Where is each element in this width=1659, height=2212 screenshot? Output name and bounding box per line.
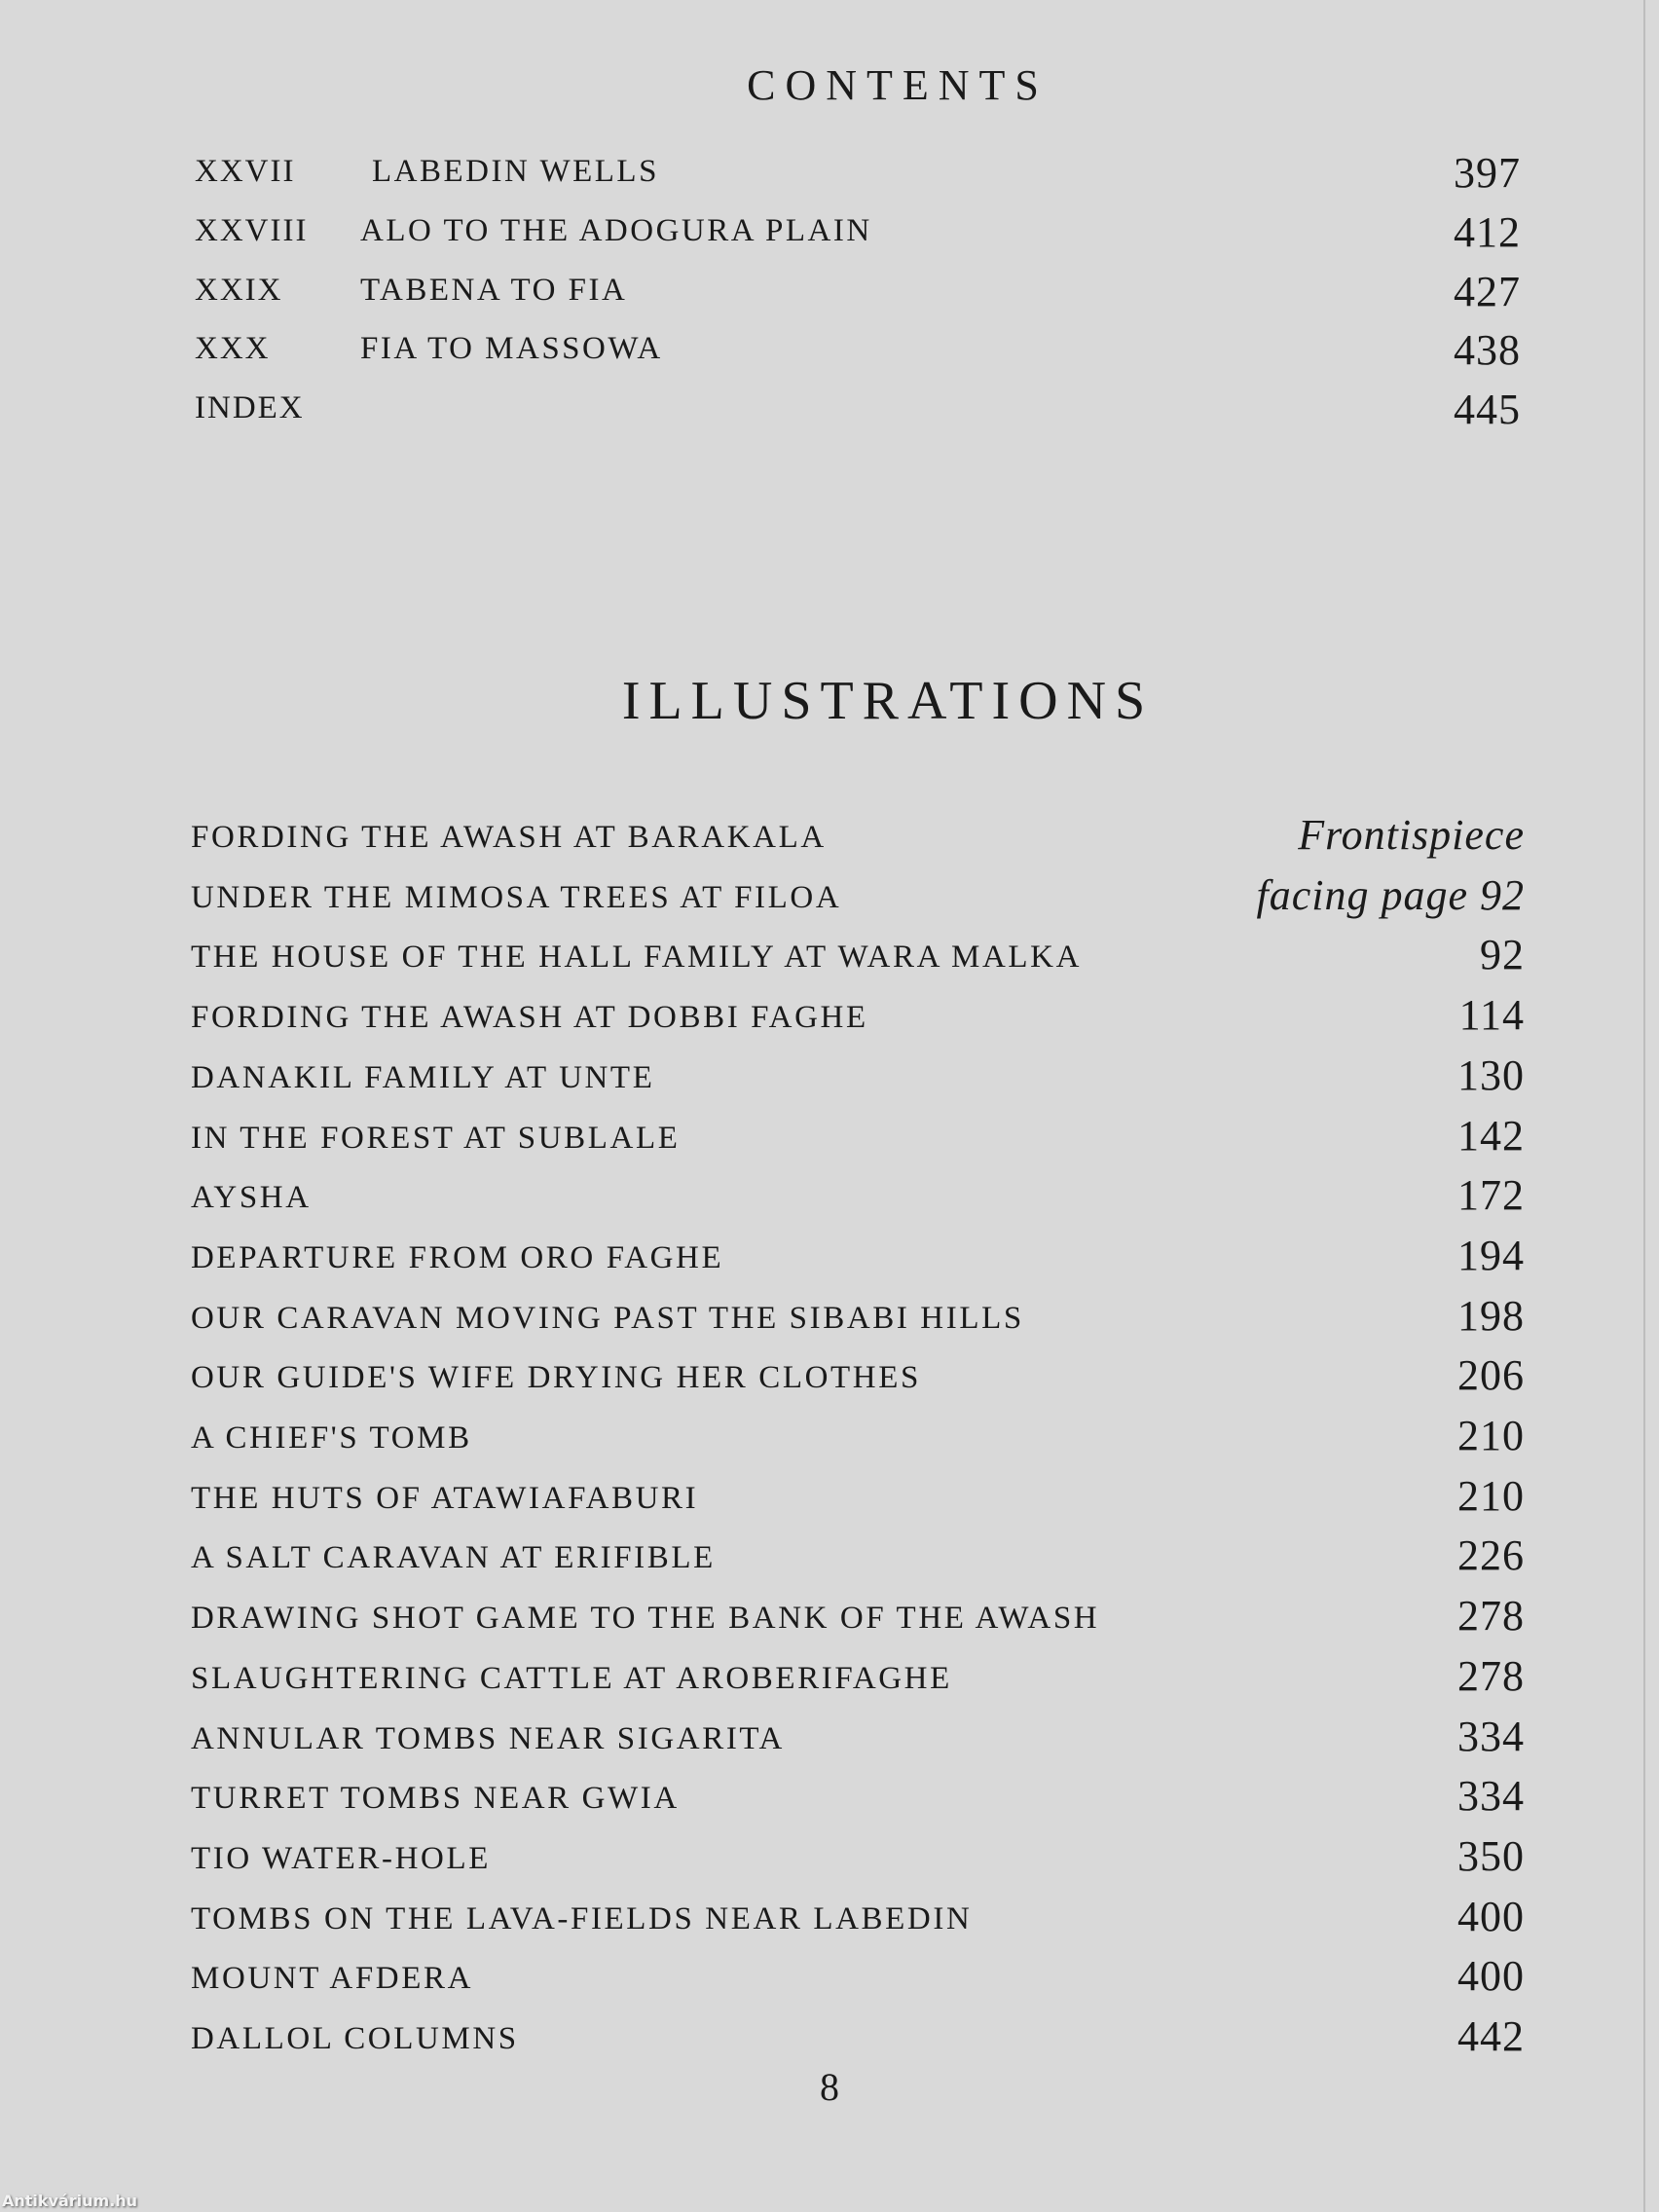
illustration-title: AYSHA [191, 1180, 312, 1216]
illustration-entry [0, 1291, 1659, 1355]
chapter-title: FIA TO MASSOWA [360, 331, 663, 367]
illustration-title: UNDER THE MIMOSA TREES AT FILOA [191, 879, 842, 915]
page-reference: 278 [1457, 1651, 1525, 1700]
illustration-entry [0, 1772, 1659, 1835]
page-reference: 442 [1457, 2012, 1525, 2060]
chapter-number: XXX [195, 331, 271, 367]
illustration-title: IN THE FOREST AT SUBLALE [191, 1120, 681, 1156]
illustration-title: TOMBS ON THE LAVA-FIELDS NEAR LABEDIN [191, 1900, 973, 1936]
illustration-entry [0, 1111, 1659, 1175]
illustration-entry [0, 1471, 1659, 1535]
illustrations-heading: ILLUSTRATIONS [621, 671, 1155, 731]
page-reference: 210 [1457, 1412, 1525, 1459]
illustration-title: MOUNT AFDERA [191, 1961, 474, 1997]
page-reference: 445 [1454, 386, 1521, 434]
page-reference: 114 [1458, 991, 1525, 1040]
contents-entry [0, 326, 1659, 386]
contents-entry [0, 267, 1659, 327]
contents-heading: CONTENTS [747, 61, 1049, 109]
illustration-title: TIO WATER-HOLE [191, 1840, 491, 1876]
illustration-title: TURRET TOMBS NEAR GWIA [191, 1781, 680, 1817]
illustration-title: DRAWING SHOT GAME TO THE BANK OF THE AWASH [191, 1601, 1100, 1637]
chapter-title: TABENA TO FIA [360, 272, 628, 308]
illustration-entry [0, 991, 1659, 1054]
page-reference: 400 [1457, 1892, 1525, 1940]
illustration-entry [0, 1051, 1659, 1115]
illustration-title: SLAUGHTERING CATTLE AT AROBERIFAGHE [191, 1660, 952, 1696]
illustration-entry [0, 1531, 1659, 1595]
chapter-number: XXVII [195, 154, 296, 189]
page-reference: 412 [1454, 207, 1521, 256]
illustration-title: THE HOUSE OF THE HALL FAMILY AT WARA MALKA [191, 940, 1083, 976]
illustration-entry [0, 870, 1659, 935]
illustration-entry [0, 1892, 1659, 1956]
illustration-entry [0, 931, 1659, 994]
page-reference: 226 [1457, 1531, 1525, 1580]
illustration-entry [0, 1412, 1659, 1475]
illustration-title: A CHIEF'S TOMB [191, 1420, 472, 1456]
page-reference: 278 [1457, 1592, 1525, 1641]
illustration-entry [0, 1952, 1659, 2015]
page-number: 8 [820, 2065, 839, 2109]
chapter-title: ALO TO THE ADOGURA PLAIN [360, 212, 872, 248]
illustration-entry [0, 1592, 1659, 1655]
watermark: Antikvárium.hu [2, 2192, 138, 2210]
page-reference: 438 [1454, 326, 1521, 375]
illustration-title: THE HUTS OF ATAWIAFABURI [191, 1480, 699, 1516]
page-reference: 397 [1454, 149, 1521, 197]
page-reference: 210 [1457, 1471, 1525, 1520]
page-reference: 400 [1457, 1952, 1525, 2001]
illustration-entry [0, 1351, 1659, 1415]
illustration-entry [0, 1651, 1659, 1715]
page-reference: 427 [1454, 267, 1521, 315]
page-reference: 198 [1457, 1291, 1525, 1340]
page-reference: 194 [1457, 1231, 1525, 1279]
chapter-number: XXIX [195, 272, 283, 308]
page-reference: 334 [1457, 1712, 1525, 1760]
illustration-title: DANAKIL FAMILY AT UNTE [191, 1059, 655, 1095]
illustration-title: OUR GUIDE'S WIFE DRYING HER CLOTHES [191, 1360, 921, 1396]
page-reference: 172 [1457, 1171, 1525, 1220]
illustration-entry [0, 811, 1659, 874]
contents-entry [0, 207, 1659, 268]
page-reference: 92 [1480, 931, 1525, 979]
illustration-title: FORDING THE AWASH AT DOBBI FAGHE [191, 1000, 868, 1036]
illustration-title: DEPARTURE FROM ORO FAGHE [191, 1239, 724, 1275]
illustration-entry [0, 1831, 1659, 1896]
contents-entry [0, 386, 1659, 445]
illustration-title: ANNULAR TOMBS NEAR SIGARITA [191, 1720, 785, 1756]
page-reference: 142 [1457, 1111, 1525, 1160]
illustration-title: A SALT CARAVAN AT ERIFIBLE [191, 1540, 716, 1576]
chapter-title: LABEDIN WELLS [372, 154, 659, 189]
chapter-number: INDEX [195, 390, 305, 426]
contents-entry [0, 149, 1659, 208]
page-reference: 350 [1457, 1831, 1525, 1880]
page-reference: 334 [1457, 1772, 1525, 1821]
illustration-entry [0, 1712, 1659, 1776]
illustration-entry [0, 1171, 1659, 1235]
illustration-title: FORDING THE AWASH AT BARAKALA [191, 820, 827, 855]
illustration-entry [0, 1231, 1659, 1295]
page-reference: facing page 92 [1256, 870, 1525, 919]
illustration-title: OUR CARAVAN MOVING PAST THE SIBABI HILLS [191, 1300, 1024, 1336]
chapter-number: XXVIII [195, 212, 309, 248]
page-reference: 206 [1457, 1351, 1525, 1400]
illustration-title: DALLOL COLUMNS [191, 2021, 519, 2056]
page-reference: 130 [1457, 1051, 1525, 1099]
page-reference: Frontispiece [1298, 811, 1525, 859]
